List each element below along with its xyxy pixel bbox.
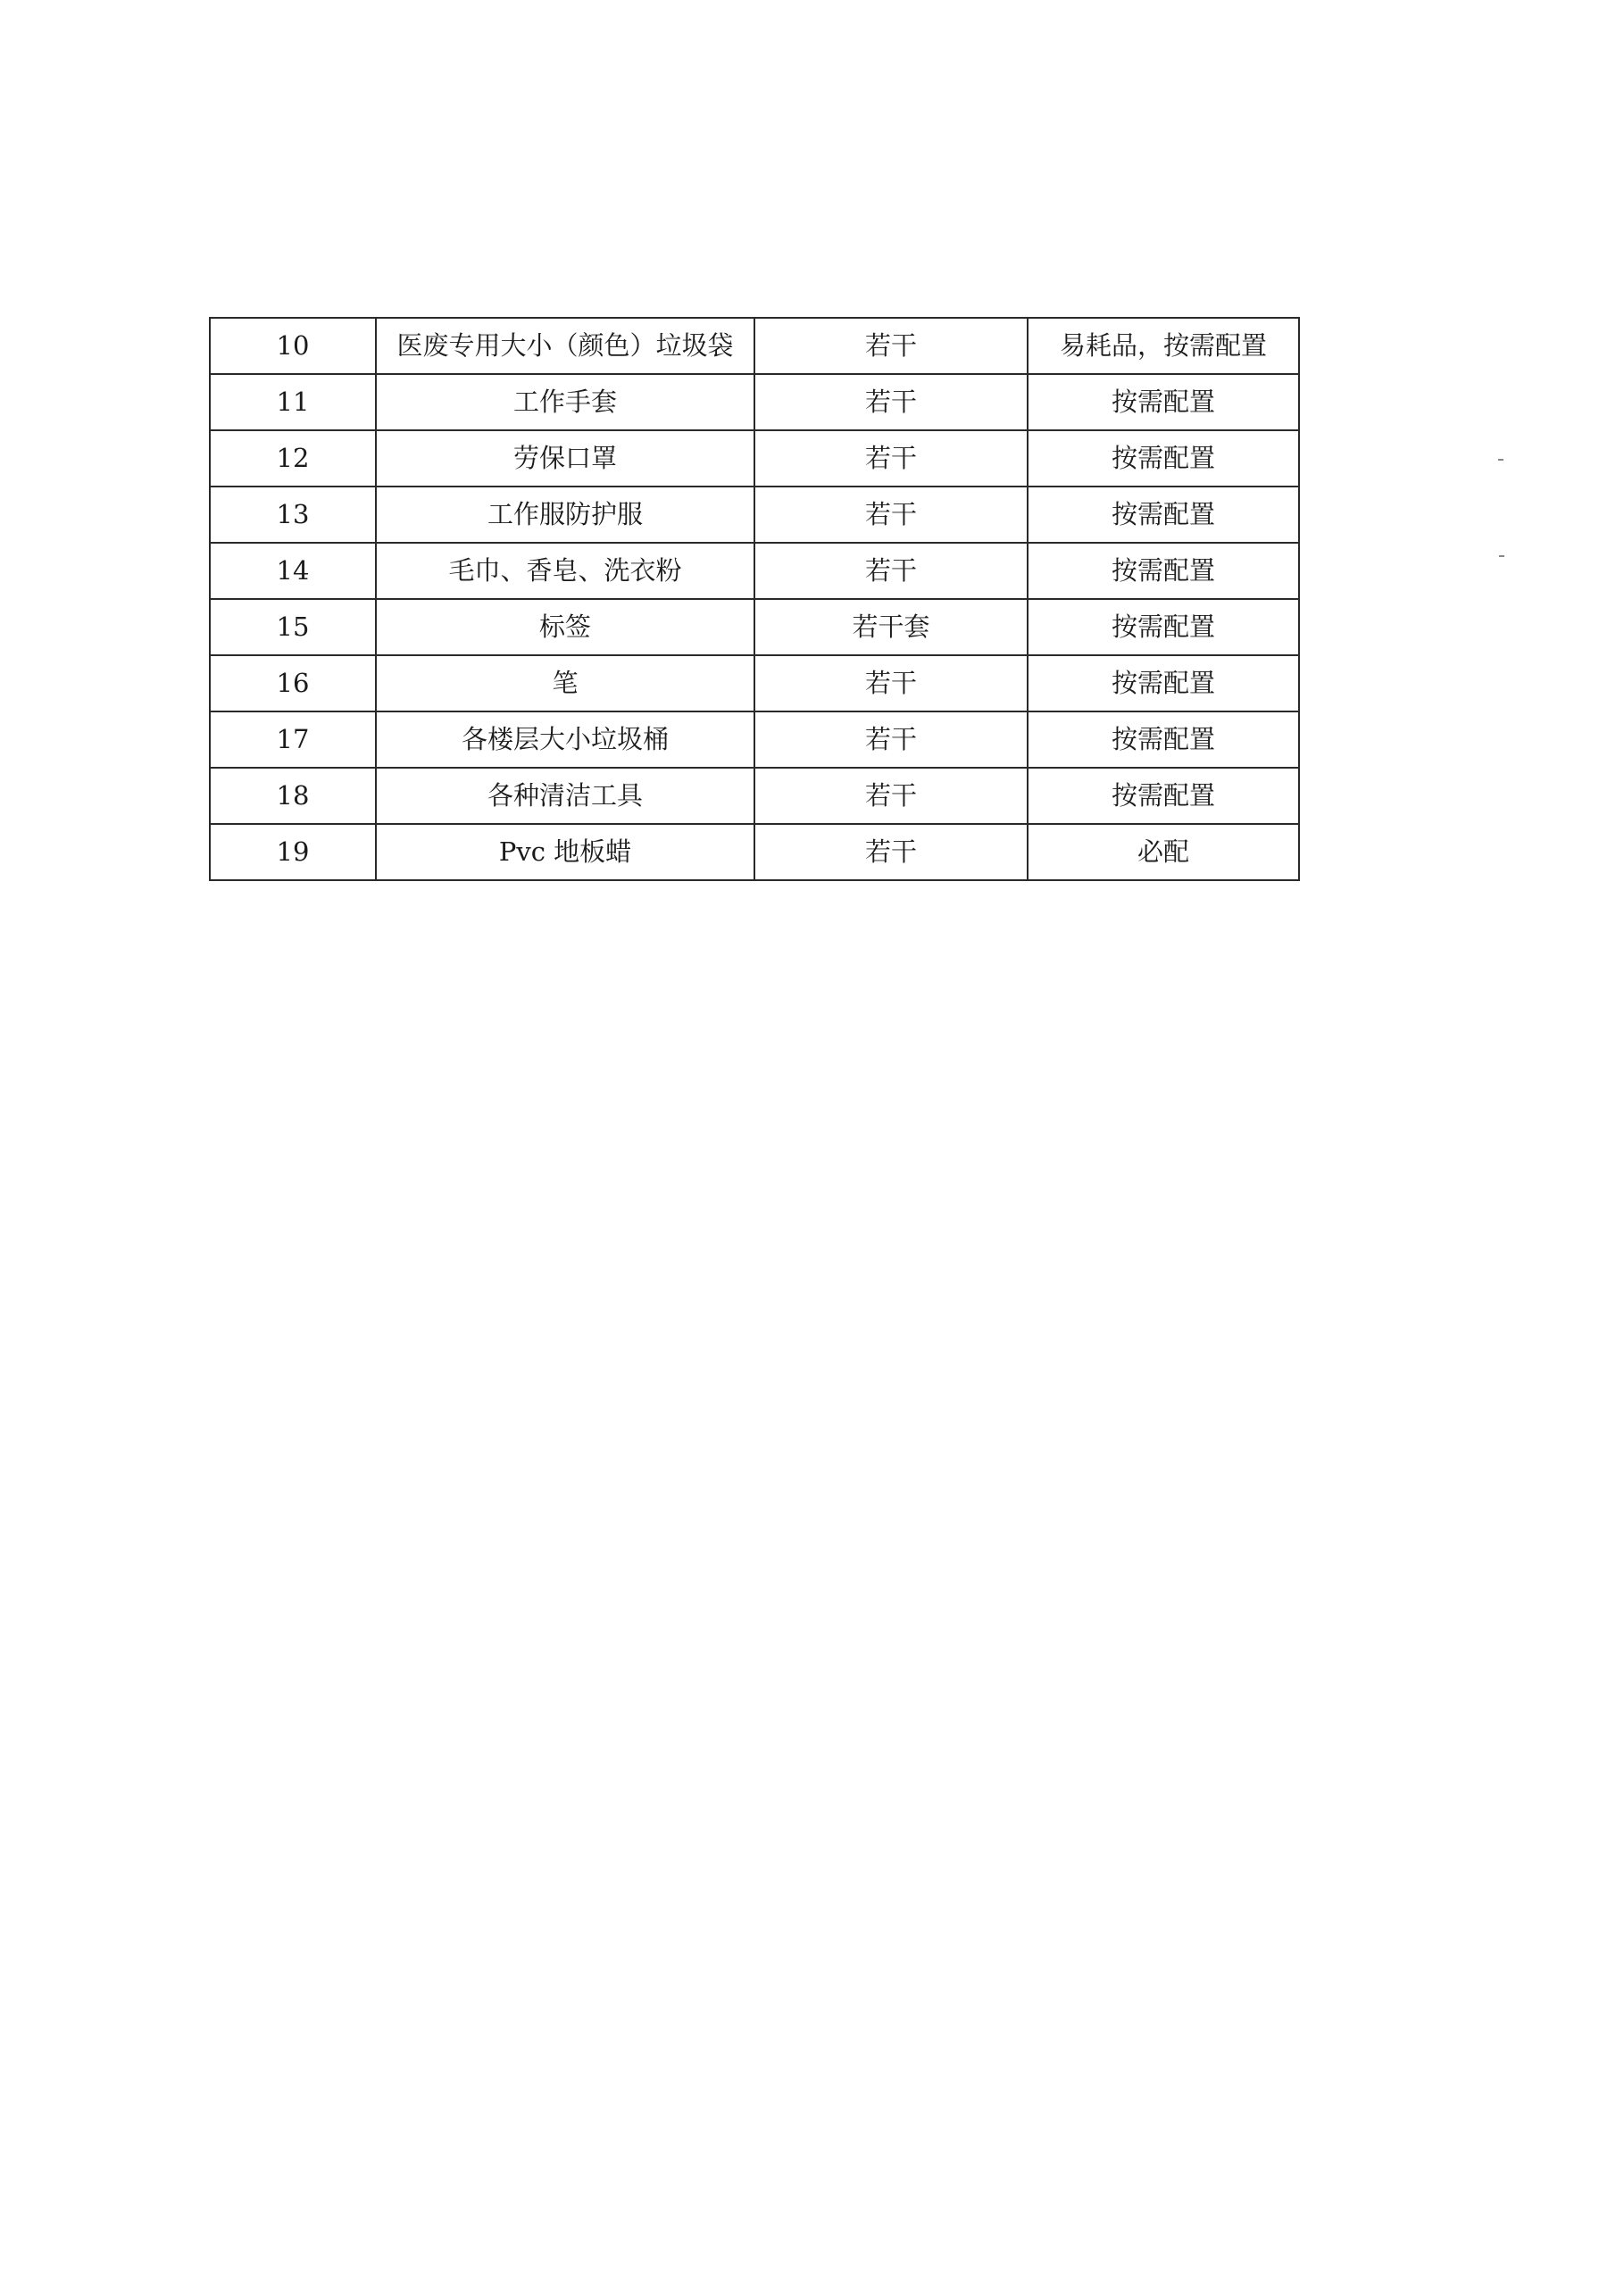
cell-note: 易耗品，按需配置: [1028, 318, 1299, 374]
scan-speck: [1498, 459, 1503, 461]
table-row: [210, 711, 1299, 768]
cell-note: 按需配置: [1028, 374, 1299, 430]
cell-no: 17: [210, 711, 376, 768]
cell-item: Pvc 地板蜡: [376, 824, 754, 880]
table-row: [210, 430, 1299, 487]
scan-speck: [1499, 555, 1504, 557]
cell-qty: 若干: [754, 430, 1028, 487]
cell-item: 毛巾、香皂、洗衣粉: [376, 543, 754, 599]
cell-note: 按需配置: [1028, 543, 1299, 599]
cell-note: 按需配置: [1028, 711, 1299, 768]
cell-note: 按需配置: [1028, 430, 1299, 487]
cell-qty: 若干: [754, 768, 1028, 824]
table-body: [210, 318, 1299, 880]
table-row: [210, 655, 1299, 711]
cell-qty: 若干: [754, 824, 1028, 880]
cell-no: 18: [210, 768, 376, 824]
cell-note: 按需配置: [1028, 655, 1299, 711]
cell-no: 13: [210, 487, 376, 543]
cell-note: 按需配置: [1028, 487, 1299, 543]
cell-qty: 若干套: [754, 599, 1028, 655]
cell-no: 16: [210, 655, 376, 711]
cell-item: 各楼层大小垃圾桶: [376, 711, 754, 768]
cell-item: 各种清洁工具: [376, 768, 754, 824]
cell-no: 11: [210, 374, 376, 430]
cell-qty: 若干: [754, 318, 1028, 374]
cell-item: 笔: [376, 655, 754, 711]
table-row: [210, 318, 1299, 374]
table-row: [210, 487, 1299, 543]
cell-item: 工作手套: [376, 374, 754, 430]
supplies-table: [209, 317, 1300, 881]
cell-no: 15: [210, 599, 376, 655]
cell-qty: 若干: [754, 711, 1028, 768]
table-row: [210, 768, 1299, 824]
cell-item: 工作服防护服: [376, 487, 754, 543]
table-row: [210, 599, 1299, 655]
cell-qty: 若干: [754, 543, 1028, 599]
cell-no: 14: [210, 543, 376, 599]
cell-no: 12: [210, 430, 376, 487]
cell-note: 按需配置: [1028, 768, 1299, 824]
table-row: [210, 824, 1299, 880]
cell-item: 劳保口罩: [376, 430, 754, 487]
cell-note: 必配: [1028, 824, 1299, 880]
cell-no: 19: [210, 824, 376, 880]
cell-qty: 若干: [754, 655, 1028, 711]
cell-note: 按需配置: [1028, 599, 1299, 655]
table-row: [210, 543, 1299, 599]
cell-item: 标签: [376, 599, 754, 655]
cell-qty: 若干: [754, 374, 1028, 430]
cell-qty: 若干: [754, 487, 1028, 543]
cell-item: 医废专用大小（颜色）垃圾袋: [376, 318, 754, 374]
cell-no: 10: [210, 318, 376, 374]
table-row: [210, 374, 1299, 430]
